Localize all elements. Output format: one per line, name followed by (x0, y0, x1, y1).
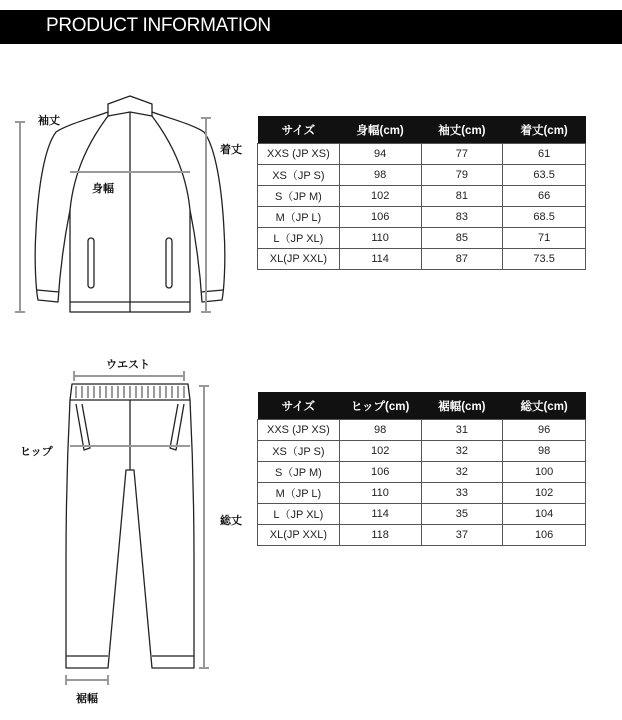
table-cell: 114 (339, 504, 421, 525)
size-cell: M（JP L) (258, 207, 340, 228)
size-cell: L（JP XL) (258, 228, 340, 249)
table-cell: 98 (339, 165, 421, 186)
table-row (258, 144, 586, 165)
table-cell: 87 (421, 249, 503, 270)
column-header: 裾幅(cm) (421, 392, 503, 420)
waist-label: ウエスト (106, 358, 150, 371)
column-header: 身幅(cm) (339, 116, 421, 144)
table-cell: 102 (339, 186, 421, 207)
hip-label: ヒップ (20, 445, 53, 458)
table-cell: 110 (339, 483, 421, 504)
table-cell: 63.5 (503, 165, 586, 186)
table-cell: 94 (339, 144, 421, 165)
size-cell: XXS (JP XS) (258, 420, 340, 441)
table-cell: 31 (421, 420, 503, 441)
header-title: PRODUCT INFORMATION (46, 15, 271, 36)
jacket-size-table (257, 116, 586, 270)
table-cell: 100 (503, 462, 586, 483)
table-cell: 106 (339, 207, 421, 228)
column-header: サイズ (258, 116, 340, 144)
table-cell: 106 (503, 525, 586, 546)
size-cell: XS（JP S) (258, 165, 340, 186)
table-cell: 79 (421, 165, 503, 186)
table-row (258, 249, 586, 270)
table-row (258, 165, 586, 186)
table-cell: 32 (421, 441, 503, 462)
size-cell: XL(JP XXL) (258, 525, 340, 546)
table-row (258, 462, 586, 483)
size-cell: M（JP L) (258, 483, 340, 504)
table-header-row (258, 116, 586, 144)
table-row (258, 420, 586, 441)
table-cell: 32 (421, 462, 503, 483)
table-cell: 110 (339, 228, 421, 249)
table-cell: 35 (421, 504, 503, 525)
sleeve-length-label: 袖丈 (38, 114, 60, 127)
table-cell: 96 (503, 420, 586, 441)
chest-width-label: 身幅 (92, 182, 114, 195)
table-cell: 77 (421, 144, 503, 165)
table-cell: 73.5 (503, 249, 586, 270)
column-header: ヒップ(cm) (339, 392, 421, 420)
table-cell: 81 (421, 186, 503, 207)
size-cell: XL(JP XXL) (258, 249, 340, 270)
table-cell: 37 (421, 525, 503, 546)
total-length-label: 総丈 (220, 514, 242, 527)
table-cell: 98 (339, 420, 421, 441)
size-cell: S（JP M) (258, 462, 340, 483)
table-cell: 71 (503, 228, 586, 249)
size-cell: XXS (JP XS) (258, 144, 340, 165)
column-header: 総丈(cm) (503, 392, 586, 420)
table-cell: 68.5 (503, 207, 586, 228)
table-cell: 118 (339, 525, 421, 546)
table-cell: 61 (503, 144, 586, 165)
table-cell: 83 (421, 207, 503, 228)
pants-size-table (257, 392, 586, 546)
body-length-label: 着丈 (220, 143, 242, 156)
column-header: 着丈(cm) (503, 116, 586, 144)
table-header-row (258, 392, 586, 420)
table-cell: 114 (339, 249, 421, 270)
table-row (258, 186, 586, 207)
size-cell: XS（JP S) (258, 441, 340, 462)
hem-width-label: 裾幅 (76, 692, 98, 705)
table-cell: 85 (421, 228, 503, 249)
table-row (258, 207, 586, 228)
size-cell: S（JP M) (258, 186, 340, 207)
table-cell: 102 (503, 483, 586, 504)
table-row (258, 504, 586, 525)
table-cell: 104 (503, 504, 586, 525)
table-cell: 98 (503, 441, 586, 462)
column-header: 袖丈(cm) (421, 116, 503, 144)
table-cell: 102 (339, 441, 421, 462)
table-row (258, 525, 586, 546)
size-cell: L（JP XL) (258, 504, 340, 525)
column-header: サイズ (258, 392, 340, 420)
table-row (258, 441, 586, 462)
table-cell: 66 (503, 186, 586, 207)
table-row (258, 483, 586, 504)
table-cell: 106 (339, 462, 421, 483)
table-cell: 33 (421, 483, 503, 504)
table-row (258, 228, 586, 249)
